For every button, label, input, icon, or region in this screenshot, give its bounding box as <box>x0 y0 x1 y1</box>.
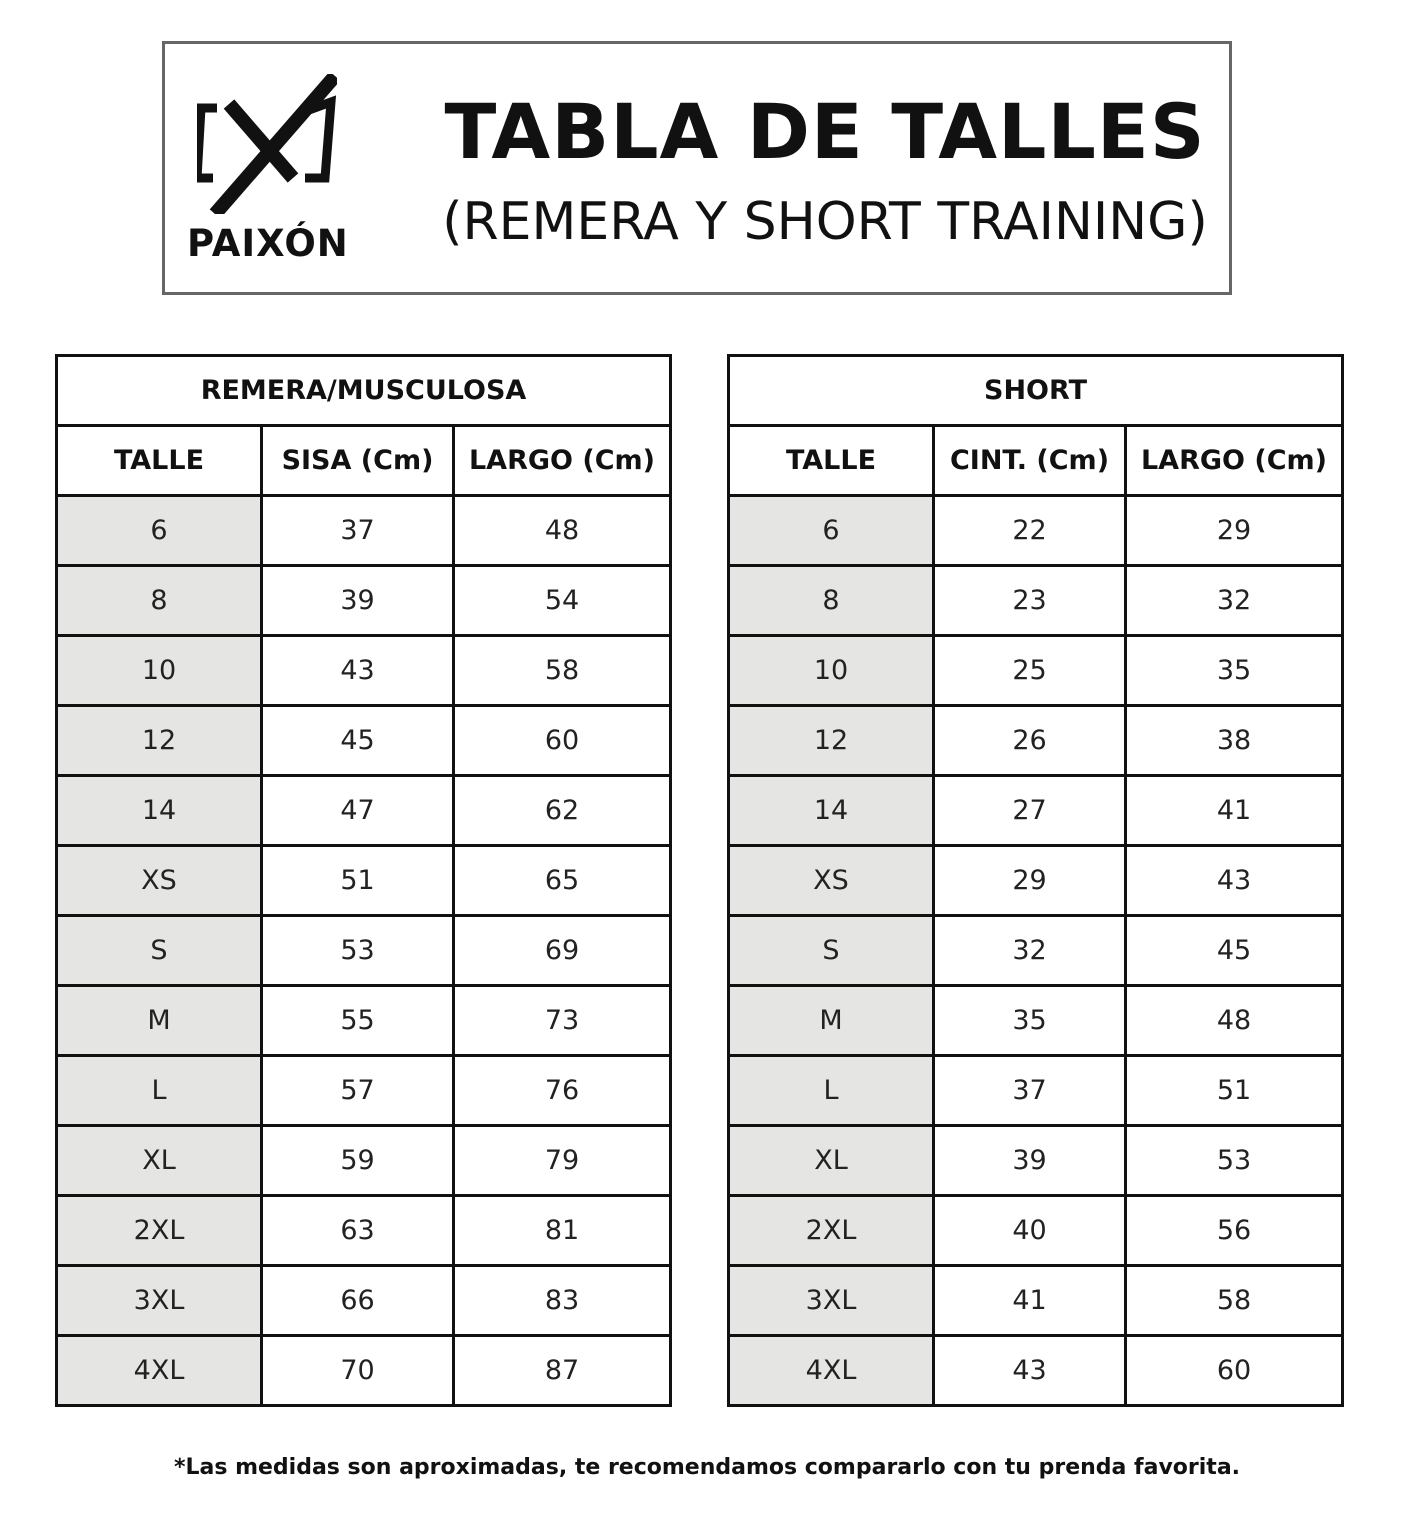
column-header-sisa: SISA (Cm) <box>262 426 454 496</box>
remera-table-title: REMERA/MUSCULOSA <box>57 356 671 426</box>
size-cell: 2XL <box>57 1196 262 1266</box>
size-cell: L <box>729 1056 934 1126</box>
measurement-cell: 35 <box>934 986 1126 1056</box>
size-cell: 8 <box>57 566 262 636</box>
measurement-cell: 65 <box>454 846 671 916</box>
measurement-cell: 70 <box>262 1336 454 1406</box>
table-row <box>57 916 671 986</box>
measurement-cell: 60 <box>454 706 671 776</box>
size-cell: 14 <box>729 776 934 846</box>
page-title: TABLA DE TALLES <box>444 87 1206 176</box>
column-header-cint: CINT. (Cm) <box>934 426 1126 496</box>
column-header-talle: TALLE <box>729 426 934 496</box>
measurement-cell: 58 <box>454 636 671 706</box>
measurement-cell: 22 <box>934 496 1126 566</box>
measurement-cell: 38 <box>1126 706 1343 776</box>
size-cell: 8 <box>729 566 934 636</box>
table-row <box>57 1126 671 1196</box>
measurement-cell: 73 <box>454 986 671 1056</box>
size-cell: 6 <box>57 496 262 566</box>
size-cell: 3XL <box>729 1266 934 1336</box>
size-cell: 12 <box>57 706 262 776</box>
table-row <box>729 636 1343 706</box>
measurement-cell: 58 <box>1126 1266 1343 1336</box>
measurement-cell: 63 <box>262 1196 454 1266</box>
measurement-cell: 37 <box>934 1056 1126 1126</box>
size-cell: M <box>729 986 934 1056</box>
size-cell: XL <box>729 1126 934 1196</box>
measurement-cell: 43 <box>934 1336 1126 1406</box>
measurement-cell: 39 <box>262 566 454 636</box>
measurement-cell: 51 <box>1126 1056 1343 1126</box>
measurement-cell: 76 <box>454 1056 671 1126</box>
measurement-cell: 26 <box>934 706 1126 776</box>
measurement-cell: 43 <box>1126 846 1343 916</box>
measurement-cell: 27 <box>934 776 1126 846</box>
measurement-cell: 43 <box>262 636 454 706</box>
table-row <box>57 636 671 706</box>
measurement-cell: 37 <box>262 496 454 566</box>
size-cell: XS <box>57 846 262 916</box>
measurement-cell: 79 <box>454 1126 671 1196</box>
table-row <box>57 776 671 846</box>
header-box <box>162 41 1232 295</box>
table-row <box>729 706 1343 776</box>
measurement-cell: 60 <box>1126 1336 1343 1406</box>
measurement-cell: 87 <box>454 1336 671 1406</box>
short-table-title: SHORT <box>729 356 1343 426</box>
measurement-cell: 51 <box>262 846 454 916</box>
measurement-cell: 35 <box>1126 636 1343 706</box>
table-row <box>57 566 671 636</box>
size-cell: L <box>57 1056 262 1126</box>
brand-name: PAIXÓN <box>187 222 349 265</box>
measurement-cell: 29 <box>1126 496 1343 566</box>
size-cell: 10 <box>57 636 262 706</box>
size-cell: 10 <box>729 636 934 706</box>
table-row <box>729 1056 1343 1126</box>
measurement-cell: 81 <box>454 1196 671 1266</box>
size-cell: M <box>57 986 262 1056</box>
measurement-cell: 55 <box>262 986 454 1056</box>
measurement-cell: 66 <box>262 1266 454 1336</box>
measurement-cell: 41 <box>934 1266 1126 1336</box>
column-header-talle: TALLE <box>57 426 262 496</box>
table-row <box>57 496 671 566</box>
size-cell: S <box>57 916 262 986</box>
short-size-table <box>727 354 1344 1407</box>
measurement-cell: 39 <box>934 1126 1126 1196</box>
table-row <box>729 986 1343 1056</box>
size-cell: 6 <box>729 496 934 566</box>
table-row <box>729 776 1343 846</box>
measurement-cell: 56 <box>1126 1196 1343 1266</box>
column-header-largo: LARGO (Cm) <box>454 426 671 496</box>
table-row <box>729 566 1343 636</box>
measurement-cell: 48 <box>1126 986 1343 1056</box>
size-cell: S <box>729 916 934 986</box>
size-cell: 4XL <box>729 1336 934 1406</box>
table-row <box>729 1126 1343 1196</box>
measurement-cell: 59 <box>262 1126 454 1196</box>
size-cell: 4XL <box>57 1336 262 1406</box>
paixon-x-logo-icon <box>197 74 337 214</box>
table-row <box>57 1266 671 1336</box>
measurement-cell: 45 <box>262 706 454 776</box>
table-row <box>729 916 1343 986</box>
measurement-cell: 53 <box>1126 1126 1343 1196</box>
measurement-cell: 32 <box>1126 566 1343 636</box>
measurement-cell: 54 <box>454 566 671 636</box>
table-row <box>57 1336 671 1406</box>
measurement-cell: 69 <box>454 916 671 986</box>
table-row <box>729 1266 1343 1336</box>
size-cell: 14 <box>57 776 262 846</box>
measurement-cell: 62 <box>454 776 671 846</box>
table-row <box>57 986 671 1056</box>
measurement-cell: 83 <box>454 1266 671 1336</box>
measurement-cell: 41 <box>1126 776 1343 846</box>
brand-logo <box>187 74 347 264</box>
size-cell: XL <box>57 1126 262 1196</box>
size-cell: 2XL <box>729 1196 934 1266</box>
size-cell: 3XL <box>57 1266 262 1336</box>
table-row <box>57 706 671 776</box>
measurement-cell: 53 <box>262 916 454 986</box>
table-row <box>57 1196 671 1266</box>
measurement-cell: 45 <box>1126 916 1343 986</box>
measurement-cell: 40 <box>934 1196 1126 1266</box>
measurement-cell: 57 <box>262 1056 454 1126</box>
measurement-cell: 25 <box>934 636 1126 706</box>
measurement-cell: 48 <box>454 496 671 566</box>
table-row <box>729 1336 1343 1406</box>
page-subtitle: (REMERA Y SHORT TRAINING) <box>442 192 1208 252</box>
table-row <box>57 846 671 916</box>
measurement-cell: 47 <box>262 776 454 846</box>
column-header-largo: LARGO (Cm) <box>1126 426 1343 496</box>
measurement-cell: 29 <box>934 846 1126 916</box>
measurement-cell: 23 <box>934 566 1126 636</box>
measurement-cell: 32 <box>934 916 1126 986</box>
remera-size-table <box>55 354 672 1407</box>
table-row <box>57 1056 671 1126</box>
size-cell: 12 <box>729 706 934 776</box>
size-cell: XS <box>729 846 934 916</box>
table-row <box>729 1196 1343 1266</box>
table-row <box>729 846 1343 916</box>
table-row <box>729 496 1343 566</box>
footnote: *Las medidas son aproximadas, te recomendamos compararlo con tu prenda favorita. <box>173 1455 1241 1480</box>
